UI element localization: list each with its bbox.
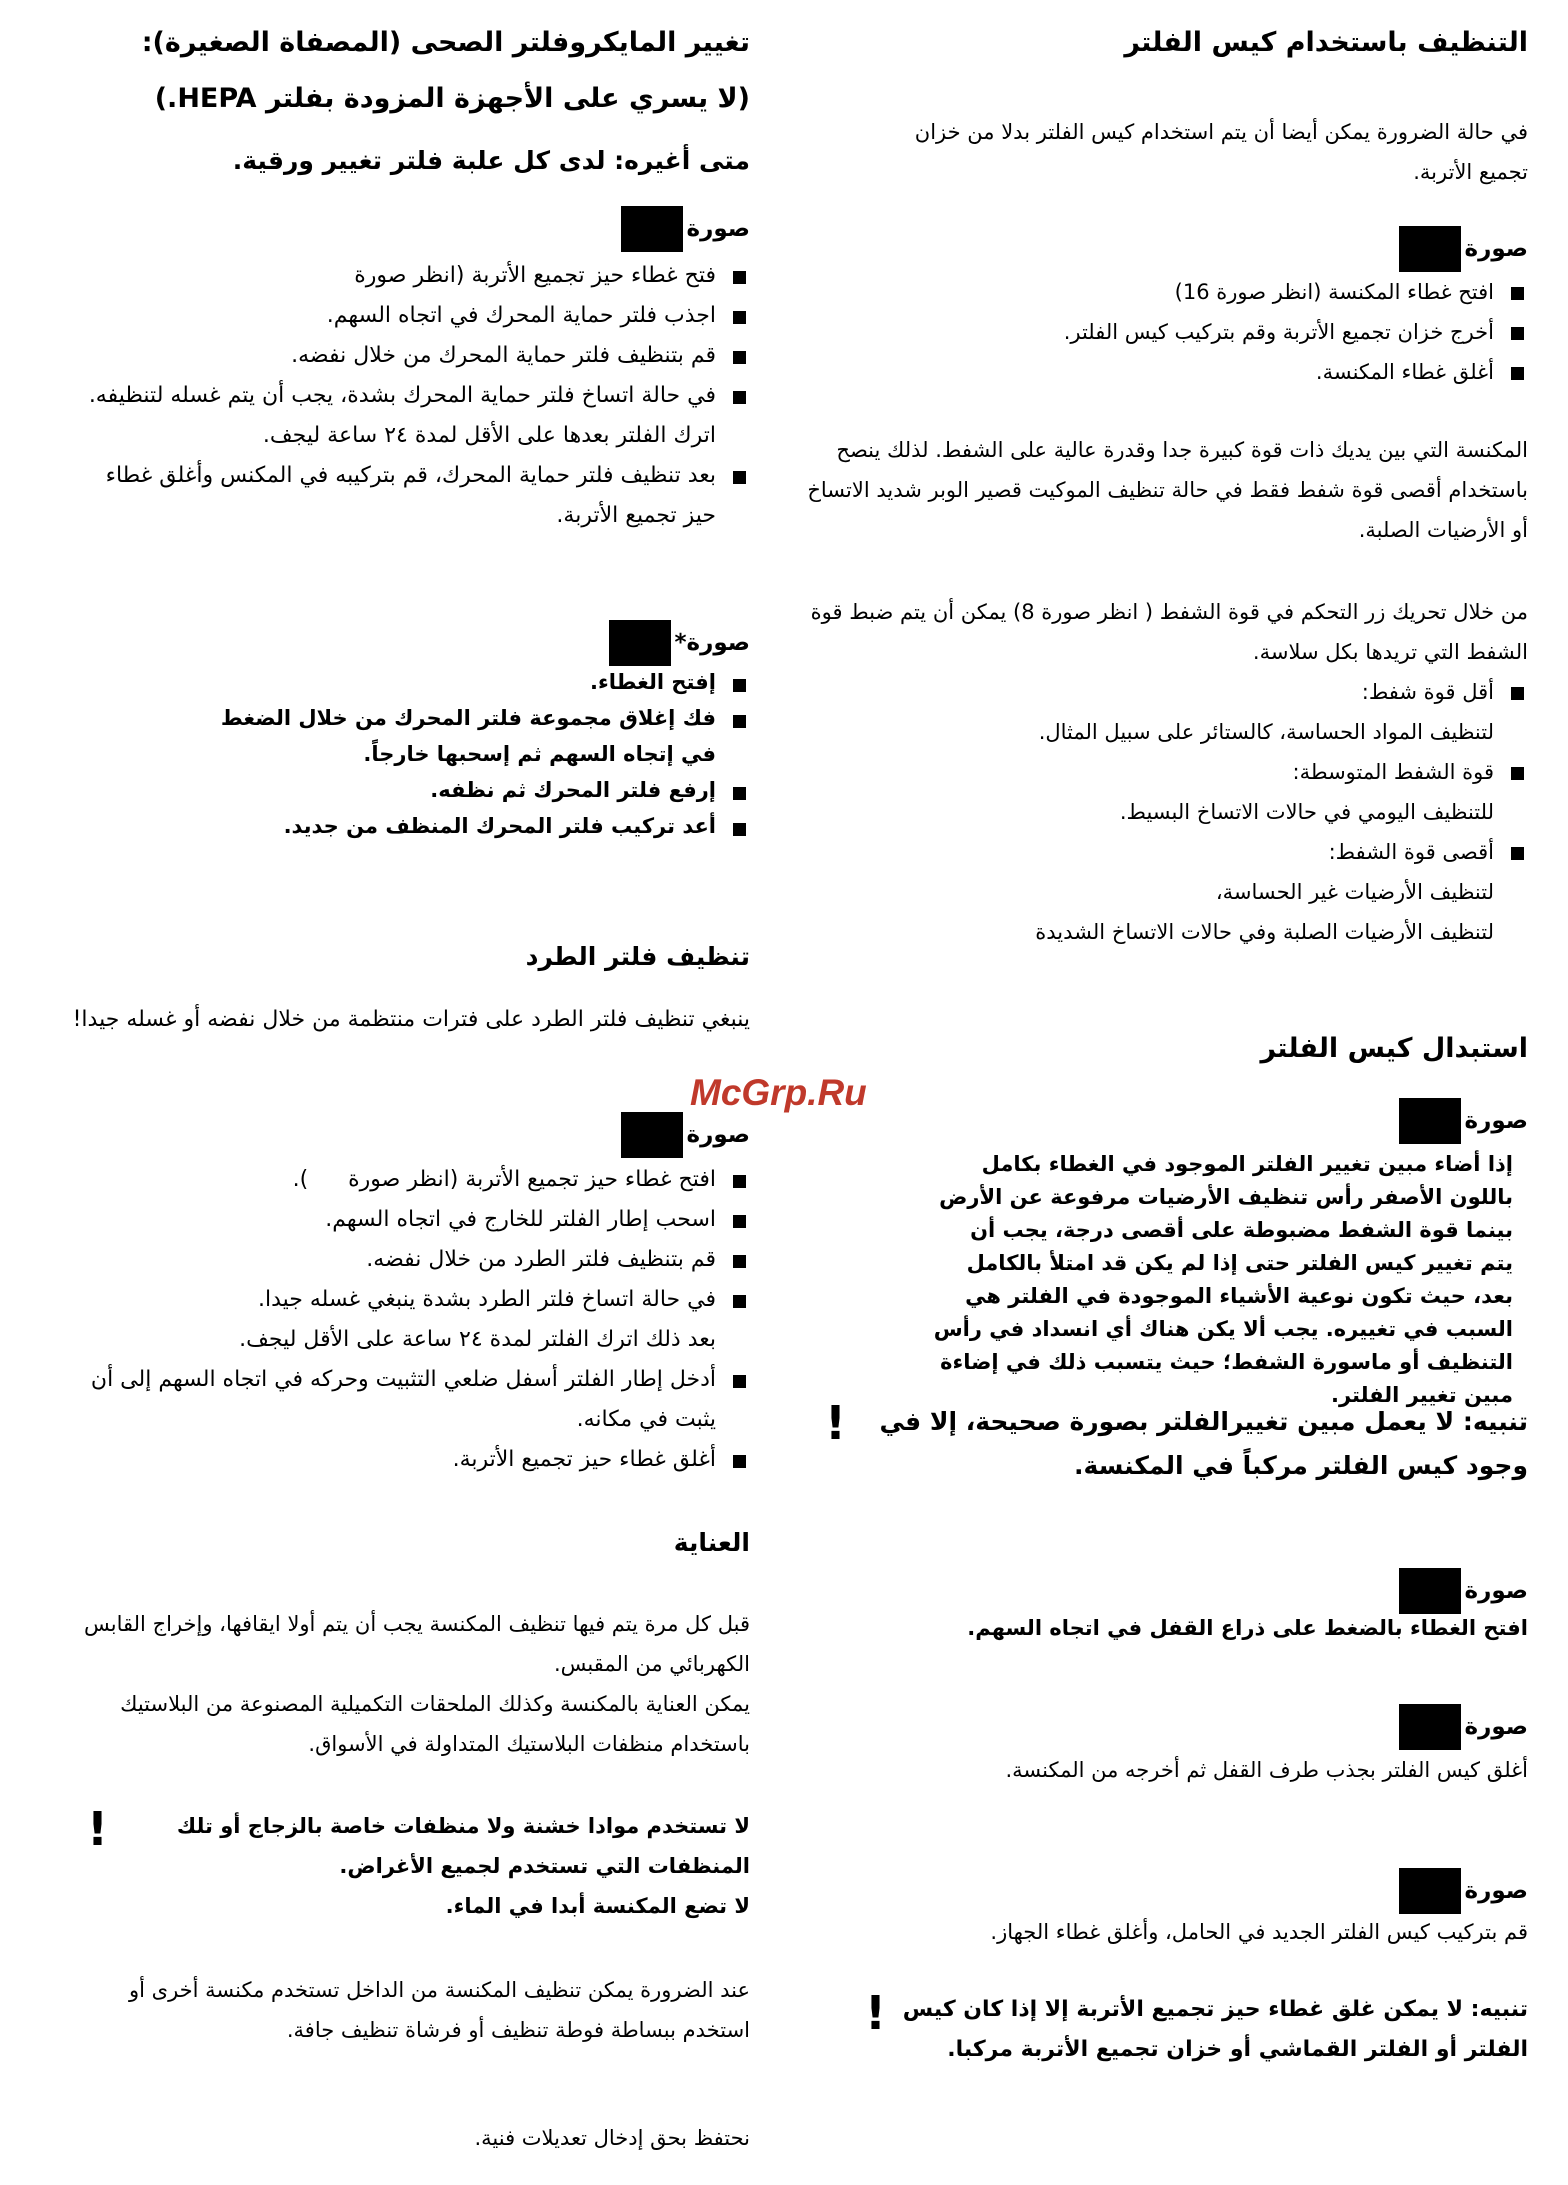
- watermark: McGrp.Ru: [690, 1072, 867, 1113]
- list-item: أقل قوة شفط:: [803, 672, 1528, 712]
- list-item: أعد تركيب فلتر المحرك المنظف من جديد.: [190, 808, 750, 844]
- micro-title-2: (لا يسري على الأجهزة المزودة بفلتر HEPA.): [154, 83, 750, 114]
- care-paragraph-2: يمكن العناية بالمكنسة وكذلك الملحقات التكميلية المصنوعة من البلاستيك باستخدام منظفات البلاستيك المتداولة في الأسواق.: [120, 1692, 750, 1756]
- figure-number-redacted: [1399, 1098, 1461, 1144]
- micro-figure2-ref: [70, 620, 750, 666]
- care-warning-2: لا تضع المكنسة أبدا في الماء.: [445, 1894, 750, 1918]
- figure-label: صورة: [1464, 1578, 1528, 1604]
- care-title: العناية: [673, 1528, 750, 1557]
- step-text: افتح غطاء حيز تجميع الأتربة (انظر صورة: [348, 1167, 716, 1192]
- bag-intro: في حالة الضرورة يمكن أيضا أن يتم استخدام كيس الفلتر بدلا من خزان تجميع الأتربة.: [914, 120, 1528, 184]
- exhaust-title: تنظيف فلتر الطرد: [525, 942, 750, 971]
- figure-number-redacted: [1399, 1868, 1461, 1914]
- care-paragraph-3: عند الضرورة يمكن تنظيف المكنسة من الداخل تستخدم مكنسة أخرى أو استخدم ببساطة فوطة تنظيف أو فرشاة تنظيف جافة.: [128, 1978, 750, 2042]
- figure-label: صورة: [1464, 1878, 1528, 1904]
- list-item: أدخل إطار الفلتر أسفل ضلعي التثبيت وحركه في اتجاه السهم إلى أن يثبت في مكانه.: [70, 1360, 750, 1440]
- warning-text-block: [120, 1806, 750, 1926]
- exclamation-icon: !: [87, 1802, 108, 1856]
- list-item: اجذب فلتر حماية المحرك في اتجاه السهم.: [70, 296, 750, 336]
- exclamation-icon: !: [865, 1986, 886, 2040]
- micro-steps: [70, 256, 750, 536]
- exhaust-intro: ينبغي تنظيف فلتر الطرد على فترات منتظمة من خلال نفضه أو غسله جيدا!: [72, 1007, 750, 1032]
- fig4-ref: [803, 1868, 1528, 1914]
- exhaust-note: بعد ذلك اترك الفلتر لمدة ٢٤ ساعة على الأقل ليجف.: [239, 1327, 716, 1352]
- figure-number-redacted: [1399, 1704, 1461, 1750]
- figure-number-redacted: [609, 620, 671, 666]
- micro-steps-2: [190, 664, 750, 844]
- list-item: اسحب إطار الفلتر للخارج في اتجاه السهم.: [70, 1200, 750, 1240]
- fig3-ref: [803, 1704, 1528, 1750]
- fig4-text: قم بتركيب كيس الفلتر الجديد في الحامل، وأغلق غطاء الجهاز.: [990, 1920, 1528, 1944]
- footer-note: نحتفظ بحق إدخال تعديلات فنية.: [474, 2126, 750, 2150]
- bag-steps: [803, 272, 1528, 392]
- level-desc: للتنظيف اليومي في حالات الاتساخ البسيط.: [1119, 800, 1494, 824]
- suction-levels: [803, 672, 1528, 952]
- list-item: أخرج خزان تجميع الأتربة وقم بتركيب كيس الفلتر.: [803, 312, 1528, 352]
- suction-paragraph: المكنسة التي بين يديك ذات قوة كبيرة جدا وقدرة عالية على الشفط. لذلك ينصح باستخدام أقصى قوة شفط فقط في حالة تنظيف الموكيت قصير الوبر شديد الاتساخ أو الأرضيات الصلبة.: [807, 438, 1528, 542]
- figure-number-redacted: [1399, 1568, 1461, 1614]
- micro-title-1: تغيير المايكروفلتر الصحى (المصفاة الصغيرة):: [141, 27, 750, 58]
- list-item: فتح غطاء حيز تجميع الأتربة (انظر صورة: [70, 256, 750, 296]
- level-desc: لتنظيف الأرضيات الصلبة وفي حالات الاتساخ الشديدة: [1035, 920, 1494, 944]
- micro-note: اترك الفلتر بعدها على الأقل لمدة ٢٤ ساعة ليجف.: [262, 423, 716, 448]
- list-item: فك إغلاق مجموعة فلتر المحرك من خلال الضغط في إتجاه السهم ثم إسحبها خارجاً.: [190, 700, 750, 772]
- micro-figure-ref: [70, 206, 750, 252]
- list-item: أغلق غطاء المكنسة.: [803, 352, 1528, 392]
- list-item: افتح غطاء المكنسة (انظر صورة 16): [803, 272, 1528, 312]
- figure-label: صورة: [686, 1122, 750, 1148]
- fig3-text: أغلق كيس الفلتر بجذب طرف القفل ثم أخرجه من المكنسة.: [1005, 1758, 1528, 1782]
- list-item: قوة الشفط المتوسطة:: [803, 752, 1528, 792]
- list-item: إفتح الغطاء.: [190, 664, 750, 700]
- list-item: أقصى قوة الشفط:: [803, 832, 1528, 872]
- figure-number-redacted: [621, 1112, 683, 1158]
- figure-label: صورة: [1464, 1108, 1528, 1134]
- bag-title: التنظيف باستخدام كيس الفلتر: [1124, 27, 1528, 58]
- figure-number-redacted: [1399, 226, 1461, 272]
- list-item: قم بتنظيف فلتر الطرد من خلال نفضه.: [70, 1240, 750, 1280]
- figure-label: صورة: [1464, 236, 1528, 262]
- list-item: في حالة اتساخ فلتر حماية المحرك بشدة، يجب أن يتم غسله لتنظيفه.: [70, 376, 750, 416]
- bag-figure-ref: [803, 226, 1528, 272]
- level-desc: لتنظيف المواد الحساسة، كالستائر على سبيل المثال.: [1038, 720, 1494, 744]
- replace-figure-ref: [803, 1098, 1528, 1144]
- fig2-ref: [803, 1568, 1528, 1614]
- figure-label: صورة*: [674, 630, 750, 656]
- warning-text: تنبيه: لا يعمل مبين تغييرالفلتر بصورة صحيحة، إلا في وجود كيس الفلتر مركباً في المكنسة.: [879, 1407, 1528, 1480]
- replace-warning: [803, 1396, 1528, 1488]
- list-item: بعد تنظيف فلتر حماية المحرك، قم بتركيبه في المكنس وأغلق غطاء حيز تجميع الأتربة.: [70, 456, 750, 536]
- care-warning: [70, 1802, 750, 1926]
- figure-label: صورة: [686, 216, 750, 242]
- list-item: قم بتنظيف فلتر حماية المحرك من خلال نفضه.: [70, 336, 750, 376]
- figure-label: صورة: [1464, 1714, 1528, 1740]
- list-item: أغلق غطاء حيز تجميع الأتربة.: [70, 1440, 750, 1480]
- micro-when: متى أغيره: لدى كل علبة فلتر تغيير ورقية.: [232, 146, 750, 175]
- warning-text: تنبيه: لا يمكن غلق غطاء حيز تجميع الأتربة إلا إذا كان كيس الفلتر أو الفلتر القماشي أو خزان تجميع الأتربة مركبا.: [902, 1997, 1528, 2062]
- suction-control-paragraph: من خلال تحريك زر التحكم في قوة الشفط ( انظر صورة 8) يمكن أن يتم ضبط قوة الشفط التي تريدها بكل سلاسة.: [810, 600, 1528, 664]
- list-item: [70, 1160, 750, 1200]
- replace-warning-2: [803, 1986, 1528, 2070]
- replace-text: إذا أضاء مبين تغيير الفلتر الموجود في الغطاء بكامل باللون الأصفر رأس تنظيف الأرضيات مرفوعة عن الأرض بينما قوة الشفط مضبوطة على أقصى درجة، يجب أن يتم تغيير كيس الفلتر حتى إذا لم يكن قد امتلأ بالكامل بعد، حيث تكون نوعية الأشياء الموجودة في الفلتر هي السبب في تغييره. يجب ألا يكن هناك أي انسداد في رأس التنظيف أو ماسورة الشفط؛ حيث يتسبب ذلك في إضاءة مبين تغيير الفلتر.: [933, 1152, 1513, 1407]
- list-item: إرفع فلتر المحرك ثم نظفه.: [190, 772, 750, 808]
- figure-number-redacted: [621, 206, 683, 252]
- level-desc: لتنظيف الأرضيات غير الحساسة،: [1215, 880, 1494, 904]
- replace-title: استبدال كيس الفلتر: [1260, 1033, 1528, 1064]
- list-item: في حالة اتساخ فلتر الطرد بشدة ينبغي غسله جيدا.: [70, 1280, 750, 1320]
- exhaust-steps: [70, 1160, 750, 1480]
- step-text-end: ).: [292, 1167, 309, 1192]
- fig2-text: افتح الغطاء بالضغط على ذراع القفل في اتجاه السهم.: [967, 1616, 1528, 1640]
- exhaust-figure-ref: [70, 1112, 750, 1158]
- exclamation-icon: !: [825, 1396, 846, 1450]
- care-paragraph-1: قبل كل مرة يتم فيها تنظيف المكنسة يجب أن يتم أولا ايقافها، وإخراج القابس الكهربائي من المقبس.: [84, 1612, 750, 1676]
- care-warning-1: لا تستخدم موادا خشنة ولا منظفات خاصة بالزجاج أو تلك المنظفات التي تستخدم لجميع الأغراض.: [176, 1814, 750, 1878]
